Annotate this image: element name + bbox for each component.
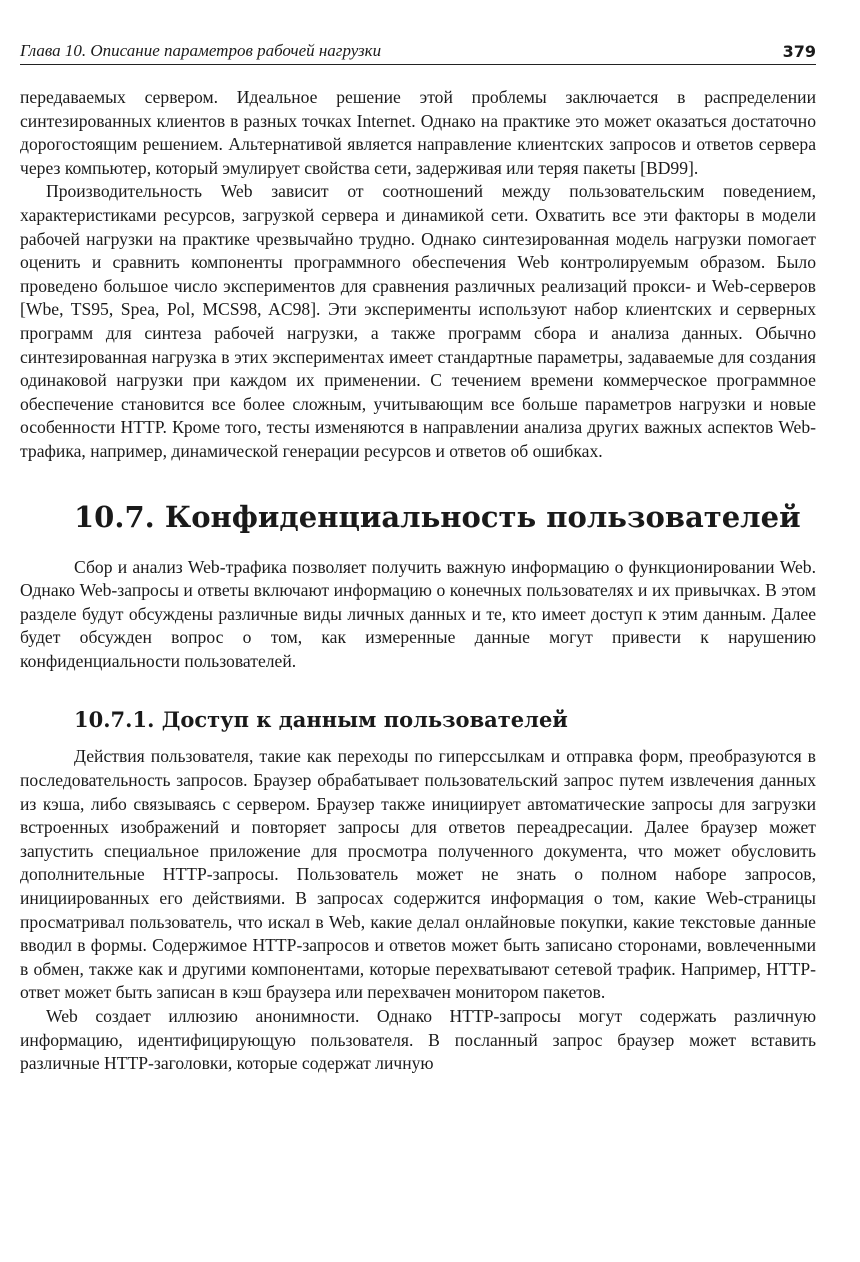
paragraph-5: Web создает иллюзию анонимности. Однако HTTP-запросы могут содержать различную информацию, идентифицирующую пользователя. В посланный запрос браузер может вставить различные HTTP-заголовки, которые содержат личную xyxy=(20,1006,816,1074)
paragraph-1: передаваемых сервером. Идеальное решение этой проблемы заключается в распределении синтезированных клиентов в разных точках Internet. Однако на практике это может оказаться достаточно дорогостоящим решением. Альтернативой является направление клиентских запросов и ответов сервера через компьютер, который эмулирует свойства сети, задерживая или теряя пакеты [BD99]. xyxy=(20,87,816,178)
paragraph-4: Действия пользователя, такие как переходы по гиперссылкам и отправка форм, преобразуются в последовательность запросов. Браузер обрабатывает пользовательский запрос путем извлечения данных из кэша, либо связываясь с сервером. Браузер также инициирует автоматические запросы для загрузки встроенных изображений и повторяет запросы для ответов переадресации. Далее браузер может запустить специальное приложение для просмотра полученного документа, что может обусловить дополнительные HTTP-запросы. Пользователь может не знать о полном наборе запросов, инициированных его действиями. В запросах содержится информация о том, какие Web-страницы просматривал пользователь, что искал в Web, какие делал онлайновые покупки, какие текстовые данные вводил в формы. Содержимое HTTP-запросов и ответов может быть записано сторонами, вовлеченными в обмен, также как и другими компонентами, которые перехватывают сетевой трафик. Например, HTTP-ответ может быть записан в кэш браузера или перехвачен монитором пакетов. xyxy=(20,746,816,1003)
paragraph-3: Сбор и анализ Web-трафика позволяет получить важную информацию о функционировании Web. Однако Web-запросы и ответы включают информацию о конечных пользователях и их привычках. В этом разделе будут обсуждены различные виды личных данных и те, кто имеет доступ к этим данным. Далее будет обсужден вопрос о том, как измеренные данные могут привести к нарушению конфиденциальности пользователей. xyxy=(20,556,816,671)
running-header xyxy=(20,34,816,65)
section-heading: 10.7. Конфиденциальность пользователей xyxy=(74,499,801,534)
page-number: 379 xyxy=(782,42,816,61)
page-body xyxy=(20,86,816,1076)
chapter-title: Глава 10. Описание параметров рабочей нагрузки xyxy=(20,41,382,60)
paragraph-2: Производительность Web зависит от соотношений между пользовательским поведением, характеристиками ресурсов, загрузкой сервера и динамикой сети. Охватить все эти факторы в модели рабочей нагрузки на практике чрезвычайно трудно. Однако синтезированная модель нагрузки помогает оценить и сравнить компоненты программного обеспечения Web контролируемым образом. Было проведено большое число экспериментов для сравнения различных реализаций прокси- и Web-серверов [Wbe, TS95, Spea, Pol, MCS98, AC98]. Эти эксперименты используют набор клиентских и серверных программ для синтеза рабочей нагрузки, а также программ сбора и анализа данных. Обычно синтезированная нагрузка в этих экспериментах имеет стандартные параметры, задаваемые для создания одинаковой нагрузки при каждом их применении. С течением времени коммерческое программное обеспечение становится все более сложным, учитывающим все больше параметров нагрузки и новые особенности HTTP. Кроме того, тесты изменяются в направлении анализа других важных аспектов Web-трафика, например, динамической генерации ресурсов и ответов об ошибках. xyxy=(20,181,816,461)
subsection-heading: 10.7.1. Доступ к данным пользователей xyxy=(74,707,568,733)
